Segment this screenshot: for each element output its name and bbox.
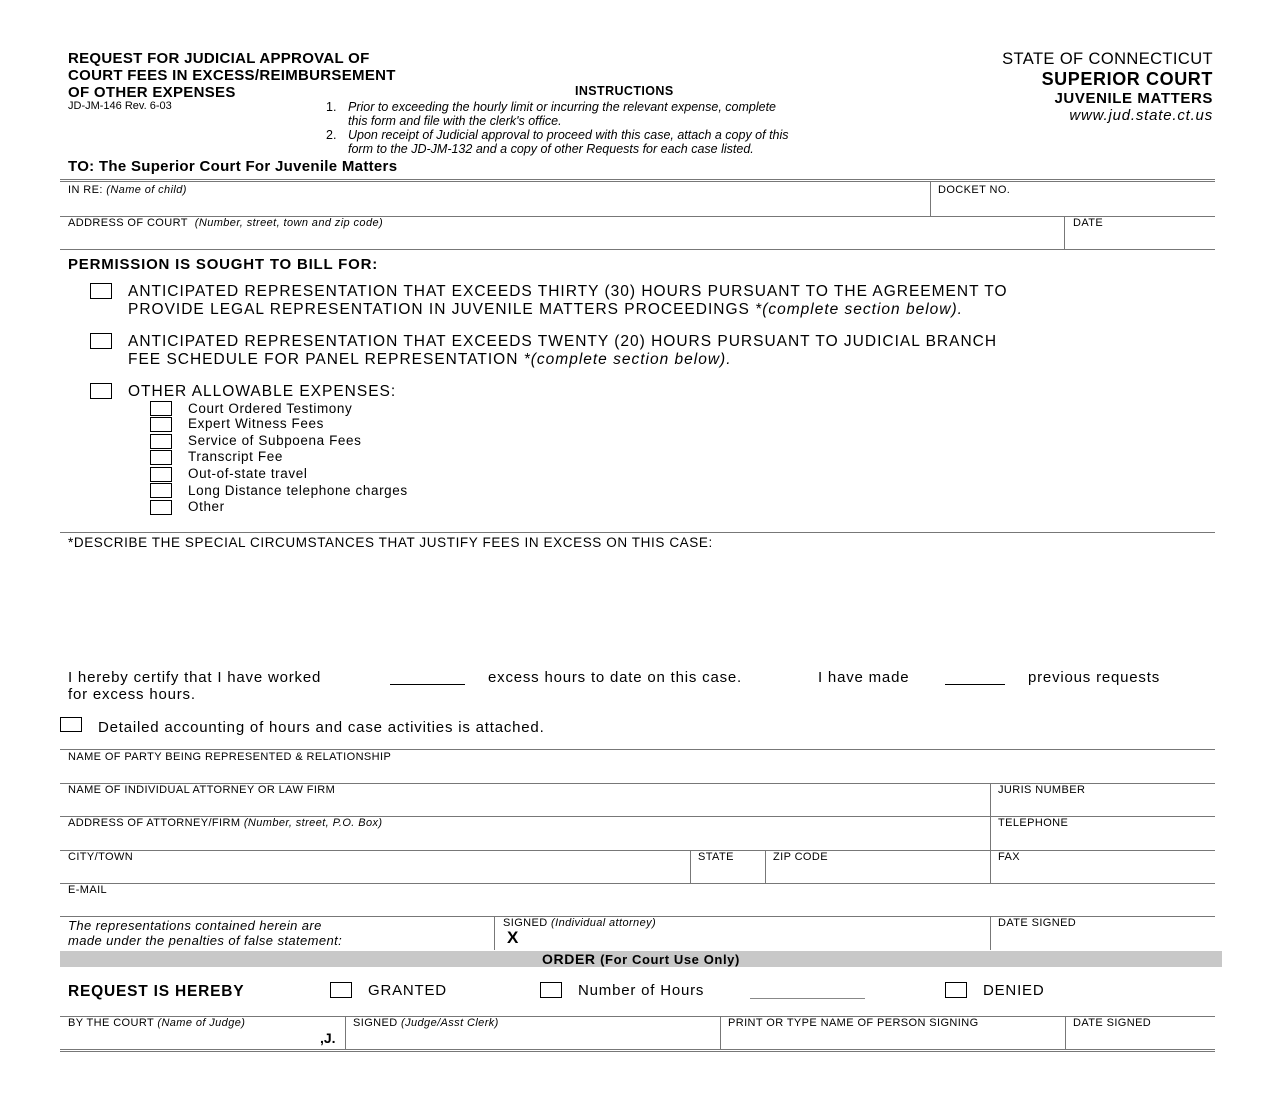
date-field[interactable]: DATE [1073,217,1104,229]
other-expenses-label: OTHER ALLOWABLE EXPENSES: [128,383,397,400]
certify-text: previous requests [1028,669,1160,686]
certify-text: I hereby certify that I have worked [68,669,322,686]
email-field[interactable]: E-MAIL [68,884,108,896]
divider [60,532,1215,533]
other-expenses-checkbox[interactable] [90,383,112,399]
permission-heading: PERMISSION IS SOUGHT TO BILL FOR: [68,256,379,273]
expense-label: Transcript Fee [188,449,283,464]
attorney-date-signed-field[interactable]: DATE SIGNED [998,917,1077,929]
divider [765,850,766,883]
form-number: JD-JM-146 Rev. 6-03 [68,100,172,112]
describe-field[interactable]: *DESCRIBE THE SPECIAL CIRCUMSTANCES THAT JUSTIFY FEES IN EXCESS ON THIS CASE: [68,535,713,550]
juris-number-field[interactable]: JURIS NUMBER [998,784,1086,796]
in-re-field[interactable]: IN RE: (Name of child) [68,184,187,196]
expense-checkbox-travel[interactable] [150,467,172,482]
state-field[interactable]: STATE [698,851,734,863]
division-name: JUVENILE MATTERS [1054,90,1213,107]
court-header [1002,50,1213,124]
expense-checkbox-telephone[interactable] [150,483,172,498]
hours-worked-blank[interactable] [390,684,465,685]
certify-text: excess hours to date on this case. [488,669,742,686]
expense-checkbox-transcript[interactable] [150,450,172,465]
divider [990,916,991,950]
certify-text: for excess hours. [68,686,196,703]
divider [990,783,991,883]
granted-label: GRANTED [368,982,447,999]
number-of-hours-checkbox[interactable] [540,982,562,998]
divider [720,1016,721,1050]
expense-checkbox-subpoena[interactable] [150,434,172,449]
court-address-field[interactable]: ADDRESS OF COURT (Number, street, town and zip code) [68,217,384,229]
docket-field[interactable]: DOCKET NO. [938,184,1011,196]
thirty-hours-label: ANTICIPATED REPRESENTATION THAT EXCEEDS THIRTY (30) HOURS PURSUANT TO THE AGREEMENT TO PROVIDE LEGAL REPRESENTATION IN JUVENILE MATTERS PROCEEDINGS *(complete section below). [128,283,1008,318]
certify-text: I have made [818,669,910,686]
number-of-hours-label: Number of Hours [578,982,705,999]
fax-field[interactable]: FAX [998,851,1020,863]
penalty-statement: The representations contained herein are made under the penalties of false statement: [68,918,343,948]
website: www.jud.state.ct.us [1069,107,1213,124]
state-name: STATE OF CONNECTICUT [1002,50,1213,68]
accounting-attached-checkbox[interactable] [60,717,82,732]
court-date-signed-field[interactable]: DATE SIGNED [1073,1017,1152,1029]
order-bar [60,951,1222,967]
expense-label: Expert Witness Fees [188,416,324,431]
order-title: ORDER [542,951,596,967]
divider [60,1049,1215,1052]
zip-field[interactable]: ZIP CODE [773,851,828,863]
divider [1064,216,1065,250]
request-hereby-label: REQUEST IS HEREBY [68,983,245,1000]
court-name: SUPERIOR COURT [1041,69,1213,89]
instructions-heading: INSTRUCTIONS [575,84,674,98]
expense-label: Service of Subpoena Fees [188,433,362,448]
telephone-field[interactable]: TELEPHONE [998,817,1069,829]
attorney-name-field[interactable]: NAME OF INDIVIDUAL ATTORNEY OR LAW FIRM [68,784,336,796]
judge-name-field[interactable]: BY THE COURT (Name of Judge) [68,1017,246,1029]
divider [60,883,1215,884]
party-represented-field[interactable]: NAME OF PARTY BEING REPRESENTED & RELATIONSHIP [68,751,392,763]
divider [60,850,1215,851]
previous-requests-blank[interactable] [945,684,1005,685]
divider [690,850,691,883]
number-of-hours-blank[interactable] [750,998,865,999]
expense-label: Court Ordered Testimony [188,401,353,416]
twenty-hours-checkbox[interactable] [90,333,112,349]
divider [930,182,931,216]
divider [1065,1016,1066,1050]
judge-signature-field[interactable]: SIGNED (Judge/Asst Clerk) [353,1017,499,1029]
expense-label: Long Distance telephone charges [188,483,408,498]
accounting-attached-label: Detailed accounting of hours and case activities is attached. [98,719,545,736]
attorney-address-field[interactable]: ADDRESS OF ATTORNEY/FIRM (Number, street, P.O. Box) [68,817,383,829]
signature-x-mark: X [507,928,519,947]
divider [494,916,495,950]
print-name-field[interactable]: PRINT OR TYPE NAME OF PERSON SIGNING [728,1017,979,1029]
expense-checkbox-testimony[interactable] [150,401,172,416]
expense-label: Other [188,499,225,514]
expense-checkbox-other[interactable] [150,500,172,515]
city-field[interactable]: CITY/TOWN [68,851,134,863]
thirty-hours-checkbox[interactable] [90,283,112,299]
expense-checkbox-expert-witness[interactable] [150,417,172,432]
order-subtitle: (For Court Use Only) [600,952,740,967]
divider [345,1016,346,1050]
denied-label: DENIED [983,982,1045,999]
twenty-hours-label: ANTICIPATED REPRESENTATION THAT EXCEEDS TWENTY (20) HOURS PURSUANT TO JUDICIAL BRANCH FEE SCHEDULE FOR PANEL REPRESENTATION *(complete section below). [128,333,998,368]
denied-checkbox[interactable] [945,982,967,998]
divider [60,749,1215,750]
form-title: REQUEST FOR JUDICIAL APPROVAL OF COURT FEES IN EXCESS/REIMBURSEMENT OF OTHER EXPENSES [68,50,396,101]
instructions: 1. Prior to exceeding the hourly limit or incurring the relevant expense, complete this form and file with the clerk's office. 2. Upon receipt of Judicial approval to proceed with this case, attach a copy of this form to the JD-JM-132 and a copy of other Requests for each case listed. [326,100,789,156]
divider [60,179,1215,182]
expense-label: Out-of-state travel [188,466,308,481]
attorney-signature-field[interactable]: SIGNED (Individual attorney) [503,917,657,929]
to-line: TO: The Superior Court For Juvenile Matters [68,158,398,175]
divider [60,249,1215,250]
granted-checkbox[interactable] [330,982,352,998]
judge-suffix: ,J. [320,1030,336,1046]
